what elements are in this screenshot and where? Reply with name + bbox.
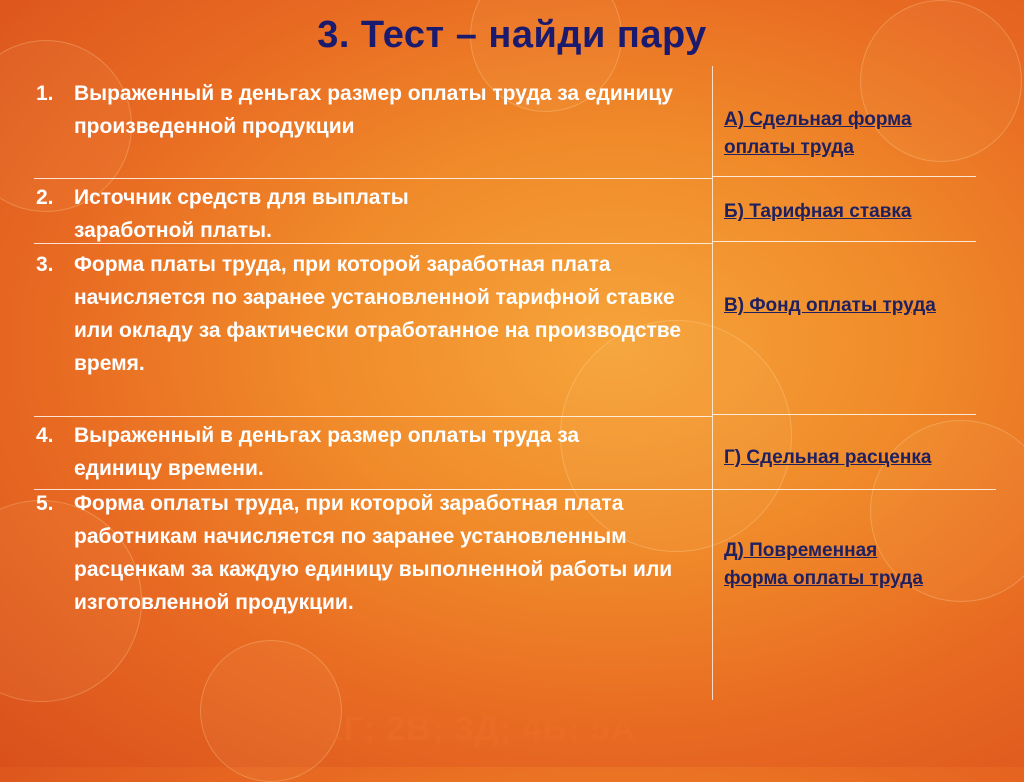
question-item	[36, 77, 706, 143]
slide-title: 3. Тест – найди пару	[317, 14, 707, 56]
question-number: 3.	[36, 253, 54, 276]
row-divider-2-right	[712, 241, 976, 242]
question-text: Выраженный в деньгах размер оплаты труда за единицу времени.	[74, 424, 580, 480]
question-item	[36, 487, 706, 619]
row-divider-1-right	[712, 176, 976, 177]
question-item	[36, 181, 706, 247]
answer-option-v[interactable]: В) Фонд оплаты труда	[724, 295, 936, 316]
row-divider-4-right	[712, 489, 996, 490]
answer-key: 1Г; 2В; 3Д; 4Б; 5А	[323, 710, 637, 748]
question-text: Форма платы труда, при которой заработная плата начисляется по заранее установленной тарифной ставке или окладу за фактически отработанное на производстве время.	[74, 253, 682, 375]
column-divider	[712, 66, 713, 700]
answer-option-a[interactable]: А) Сдельная форма оплаты труда	[724, 109, 912, 158]
question-item	[36, 419, 706, 485]
question-item	[36, 248, 706, 380]
row-divider-3-right	[712, 414, 976, 415]
row-divider-3-left	[34, 416, 712, 417]
row-divider-1-left	[34, 178, 712, 179]
answer-option-g[interactable]: Г) Сдельная расценка	[724, 447, 932, 468]
question-number: 1.	[36, 82, 54, 105]
answer-option-b[interactable]: Б) Тарифная ставка	[724, 201, 912, 222]
question-number: 5.	[36, 492, 54, 515]
question-text: Форма оплаты труда, при которой заработная плата работникам начисляется по заранее установленным расценкам за каждую единицу выполненной работы или изготовленной продукции.	[74, 492, 673, 614]
question-text: Источник средств для выплаты заработной платы.	[74, 186, 409, 242]
question-number: 2.	[36, 186, 54, 209]
answer-option-d[interactable]: Д) Повременная форма оплаты труда	[724, 540, 923, 589]
question-number: 4.	[36, 424, 54, 447]
question-text: Выраженный в деньгах размер оплаты труда за единицу произведенной продукции	[74, 82, 673, 138]
